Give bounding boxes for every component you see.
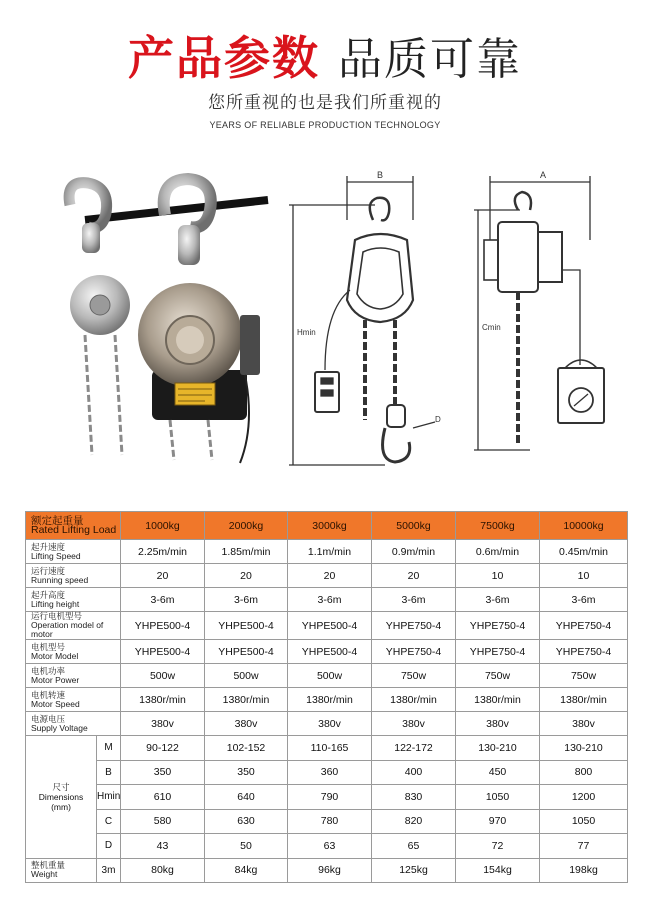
label-en: Operation model of motor bbox=[31, 620, 104, 639]
table-cell: 20 bbox=[372, 564, 456, 588]
dimension-key: M bbox=[97, 736, 121, 761]
table-cell: 3-6m bbox=[121, 588, 205, 612]
table-cell: 130-210 bbox=[456, 736, 540, 761]
table-cell: YHPE500-4 bbox=[288, 640, 372, 664]
table-cell: YHPE750-4 bbox=[540, 640, 628, 664]
dim-label-b: B bbox=[377, 170, 384, 180]
top-hook-drawing bbox=[370, 198, 389, 221]
dim-label-c: Cmin bbox=[482, 323, 501, 332]
label-zh: 起升速度 bbox=[31, 541, 66, 552]
table-header-row bbox=[26, 512, 628, 540]
table-cell: YHPE750-4 bbox=[372, 612, 456, 640]
row-label bbox=[26, 612, 121, 640]
table-cell: 1380r/min bbox=[205, 688, 288, 712]
table-cell: 130-210 bbox=[540, 736, 628, 761]
table-cell: 400 bbox=[372, 760, 456, 785]
table-cell: 380v bbox=[540, 712, 628, 736]
bottom-hook-drawing bbox=[383, 428, 410, 462]
table-row bbox=[26, 540, 628, 564]
table-cell: 96kg bbox=[288, 858, 372, 882]
table-cell: 2.25m/min bbox=[121, 540, 205, 564]
table-cell: 72 bbox=[456, 834, 540, 859]
table-cell: 350 bbox=[205, 760, 288, 785]
table-cell: 3-6m bbox=[456, 588, 540, 612]
capacity-header: 2000kg bbox=[205, 512, 288, 540]
table-row bbox=[26, 688, 628, 712]
label-zh: 起升高度 bbox=[31, 589, 66, 600]
table-cell: 3-6m bbox=[540, 588, 628, 612]
label-zh: 电机型号 bbox=[31, 641, 66, 652]
table-cell: 90-122 bbox=[121, 736, 205, 761]
table-cell: YHPE500-4 bbox=[205, 612, 288, 640]
table-cell: 1380r/min bbox=[121, 688, 205, 712]
page-title bbox=[0, 22, 650, 88]
table-cell: 1200 bbox=[540, 785, 628, 810]
label-zh: 运行电机型号 bbox=[31, 611, 83, 621]
table-cell: 790 bbox=[288, 785, 372, 810]
dimension-row bbox=[26, 760, 628, 785]
tagline: YEARS OF RELIABLE PRODUCTION TECHNOLOGY bbox=[209, 120, 441, 130]
table-cell: 125kg bbox=[372, 858, 456, 882]
table-cell: YHPE500-4 bbox=[288, 612, 372, 640]
label-zh: 整机重量 bbox=[31, 860, 66, 870]
table-cell: 1380r/min bbox=[456, 688, 540, 712]
table-cell: 820 bbox=[372, 809, 456, 834]
table-cell: 63 bbox=[288, 834, 372, 859]
table-cell: 0.6m/min bbox=[456, 540, 540, 564]
table-cell: YHPE750-4 bbox=[456, 640, 540, 664]
dimension-key: D bbox=[97, 834, 121, 859]
table-cell: YHPE500-4 bbox=[205, 640, 288, 664]
row-label bbox=[26, 688, 121, 712]
table-cell: 1.1m/min bbox=[288, 540, 372, 564]
table-cell: 84kg bbox=[205, 858, 288, 882]
row-label bbox=[26, 858, 97, 882]
table-row bbox=[26, 664, 628, 688]
nameplate bbox=[175, 383, 215, 405]
label-en: Dimensions bbox=[38, 791, 84, 802]
table-cell: 630 bbox=[205, 809, 288, 834]
table-row bbox=[26, 564, 628, 588]
label-en: Motor Power bbox=[31, 674, 80, 685]
table-cell: 380v bbox=[372, 712, 456, 736]
table-cell: 122-172 bbox=[372, 736, 456, 761]
left-shackle bbox=[82, 223, 100, 253]
capacity-header: 5000kg bbox=[372, 512, 456, 540]
table-cell: 50 bbox=[205, 834, 288, 859]
table-cell: 1380r/min bbox=[372, 688, 456, 712]
table-cell: 350 bbox=[121, 760, 205, 785]
control-box-drawing bbox=[558, 368, 604, 423]
table-cell: YHPE750-4 bbox=[456, 612, 540, 640]
product-photo bbox=[40, 165, 270, 465]
gearbox bbox=[240, 315, 260, 375]
label-en: Lifting Speed bbox=[31, 550, 81, 561]
title-black: 品质可靠 bbox=[338, 34, 522, 85]
table-cell: 640 bbox=[205, 785, 288, 810]
table-cell: 750w bbox=[540, 664, 628, 688]
row-label bbox=[26, 640, 121, 664]
pendant-cable-drawing bbox=[325, 290, 350, 370]
table-cell: 360 bbox=[288, 760, 372, 785]
dimension-row bbox=[26, 736, 628, 761]
table-cell: 10 bbox=[456, 564, 540, 588]
capacity-header: 10000kg bbox=[540, 512, 628, 540]
table-cell: 20 bbox=[288, 564, 372, 588]
table-cell: YHPE500-4 bbox=[121, 612, 205, 640]
left-chain bbox=[85, 335, 122, 455]
table-row bbox=[26, 640, 628, 664]
row-label bbox=[26, 588, 121, 612]
table-cell: 380v bbox=[205, 712, 288, 736]
table-cell: 0.45m/min bbox=[540, 540, 628, 564]
table-cell: YHPE750-4 bbox=[540, 612, 628, 640]
table-cell: 3-6m bbox=[372, 588, 456, 612]
label-en: Running speed bbox=[31, 574, 89, 585]
table-cell: 750w bbox=[372, 664, 456, 688]
label-zh: 电机转速 bbox=[31, 689, 66, 700]
table-cell: 1050 bbox=[456, 785, 540, 810]
table-cell: 500w bbox=[121, 664, 205, 688]
row-label bbox=[26, 512, 121, 540]
label-en: Rated Lifting Load bbox=[31, 523, 117, 536]
table-cell: 500w bbox=[205, 664, 288, 688]
label-zh: 额定起重量 bbox=[31, 514, 84, 527]
steel-bar bbox=[85, 200, 268, 220]
label-zh: 运行速度 bbox=[31, 565, 66, 576]
dimension-row bbox=[26, 809, 628, 834]
table-cell: 970 bbox=[456, 809, 540, 834]
title-red: 产品参数 bbox=[128, 31, 320, 85]
right-chain bbox=[170, 420, 212, 460]
table-cell: 450 bbox=[456, 760, 540, 785]
table-cell: 610 bbox=[121, 785, 205, 810]
front-view-diagram bbox=[285, 160, 465, 480]
table-cell: 43 bbox=[121, 834, 205, 859]
table-cell: 1380r/min bbox=[540, 688, 628, 712]
table-row bbox=[26, 612, 628, 640]
dim-label-a: A bbox=[540, 170, 547, 180]
table-cell: 154kg bbox=[456, 858, 540, 882]
spec-table bbox=[25, 511, 628, 883]
table-cell: 1380r/min bbox=[288, 688, 372, 712]
table-cell: 380v bbox=[288, 712, 372, 736]
label-en: Weight bbox=[31, 869, 58, 879]
table-cell: 800 bbox=[540, 760, 628, 785]
table-cell: YHPE500-4 bbox=[121, 640, 205, 664]
dimension-key: B bbox=[97, 760, 121, 785]
label-unit: (mm) bbox=[51, 801, 71, 812]
table-cell: YHPE750-4 bbox=[372, 640, 456, 664]
dimensions-label bbox=[26, 736, 97, 859]
table-cell: 20 bbox=[205, 564, 288, 588]
dimension-row bbox=[26, 785, 628, 810]
capacity-header: 3000kg bbox=[288, 512, 372, 540]
label-zh: 电源电压 bbox=[31, 713, 66, 724]
subtitle: 您所重视的也是我们所重视的 bbox=[208, 93, 442, 113]
capacity-header: 7500kg bbox=[456, 512, 540, 540]
label-en: Supply Voltage bbox=[31, 722, 88, 733]
table-cell: 780 bbox=[288, 809, 372, 834]
label-en: Lifting height bbox=[31, 598, 80, 609]
table-cell: 1050 bbox=[540, 809, 628, 834]
table-cell: 77 bbox=[540, 834, 628, 859]
side-body-drawing bbox=[498, 222, 538, 292]
side-view-diagram bbox=[470, 160, 620, 480]
dimension-key: Hmin bbox=[97, 785, 121, 810]
table-cell: 80kg bbox=[121, 858, 205, 882]
table-row bbox=[26, 712, 628, 736]
dimension-key: C bbox=[97, 809, 121, 834]
table-cell: 10 bbox=[540, 564, 628, 588]
table-cell: 500w bbox=[288, 664, 372, 688]
table-cell: 380v bbox=[456, 712, 540, 736]
table-cell: 65 bbox=[372, 834, 456, 859]
row-label bbox=[26, 664, 121, 688]
table-cell: 380v bbox=[121, 712, 205, 736]
right-shackle bbox=[178, 225, 200, 265]
row-label bbox=[26, 564, 121, 588]
weight-row bbox=[26, 858, 628, 882]
table-cell: 750w bbox=[456, 664, 540, 688]
table-cell: 3-6m bbox=[205, 588, 288, 612]
table-cell: 1.85m/min bbox=[205, 540, 288, 564]
label-zh: 尺寸 bbox=[52, 781, 70, 792]
row-label bbox=[26, 712, 121, 736]
table-cell: 830 bbox=[372, 785, 456, 810]
capacity-header: 1000kg bbox=[121, 512, 205, 540]
weight-key: 3m bbox=[97, 858, 121, 882]
table-cell: 20 bbox=[121, 564, 205, 588]
table-cell: 580 bbox=[121, 809, 205, 834]
row-label bbox=[26, 540, 121, 564]
label-zh: 电机功率 bbox=[31, 665, 66, 676]
table-cell: 198kg bbox=[540, 858, 628, 882]
dimension-row bbox=[26, 834, 628, 859]
dim-label-h: Hmin bbox=[297, 328, 316, 337]
label-en: Motor Model bbox=[31, 650, 79, 661]
label-en: Motor Speed bbox=[31, 698, 80, 709]
table-cell: 110-165 bbox=[288, 736, 372, 761]
table-cell: 3-6m bbox=[288, 588, 372, 612]
table-cell: 0.9m/min bbox=[372, 540, 456, 564]
table-row bbox=[26, 588, 628, 612]
dim-label-d: D bbox=[435, 415, 441, 424]
header bbox=[0, 0, 650, 145]
table-cell: 102-152 bbox=[205, 736, 288, 761]
